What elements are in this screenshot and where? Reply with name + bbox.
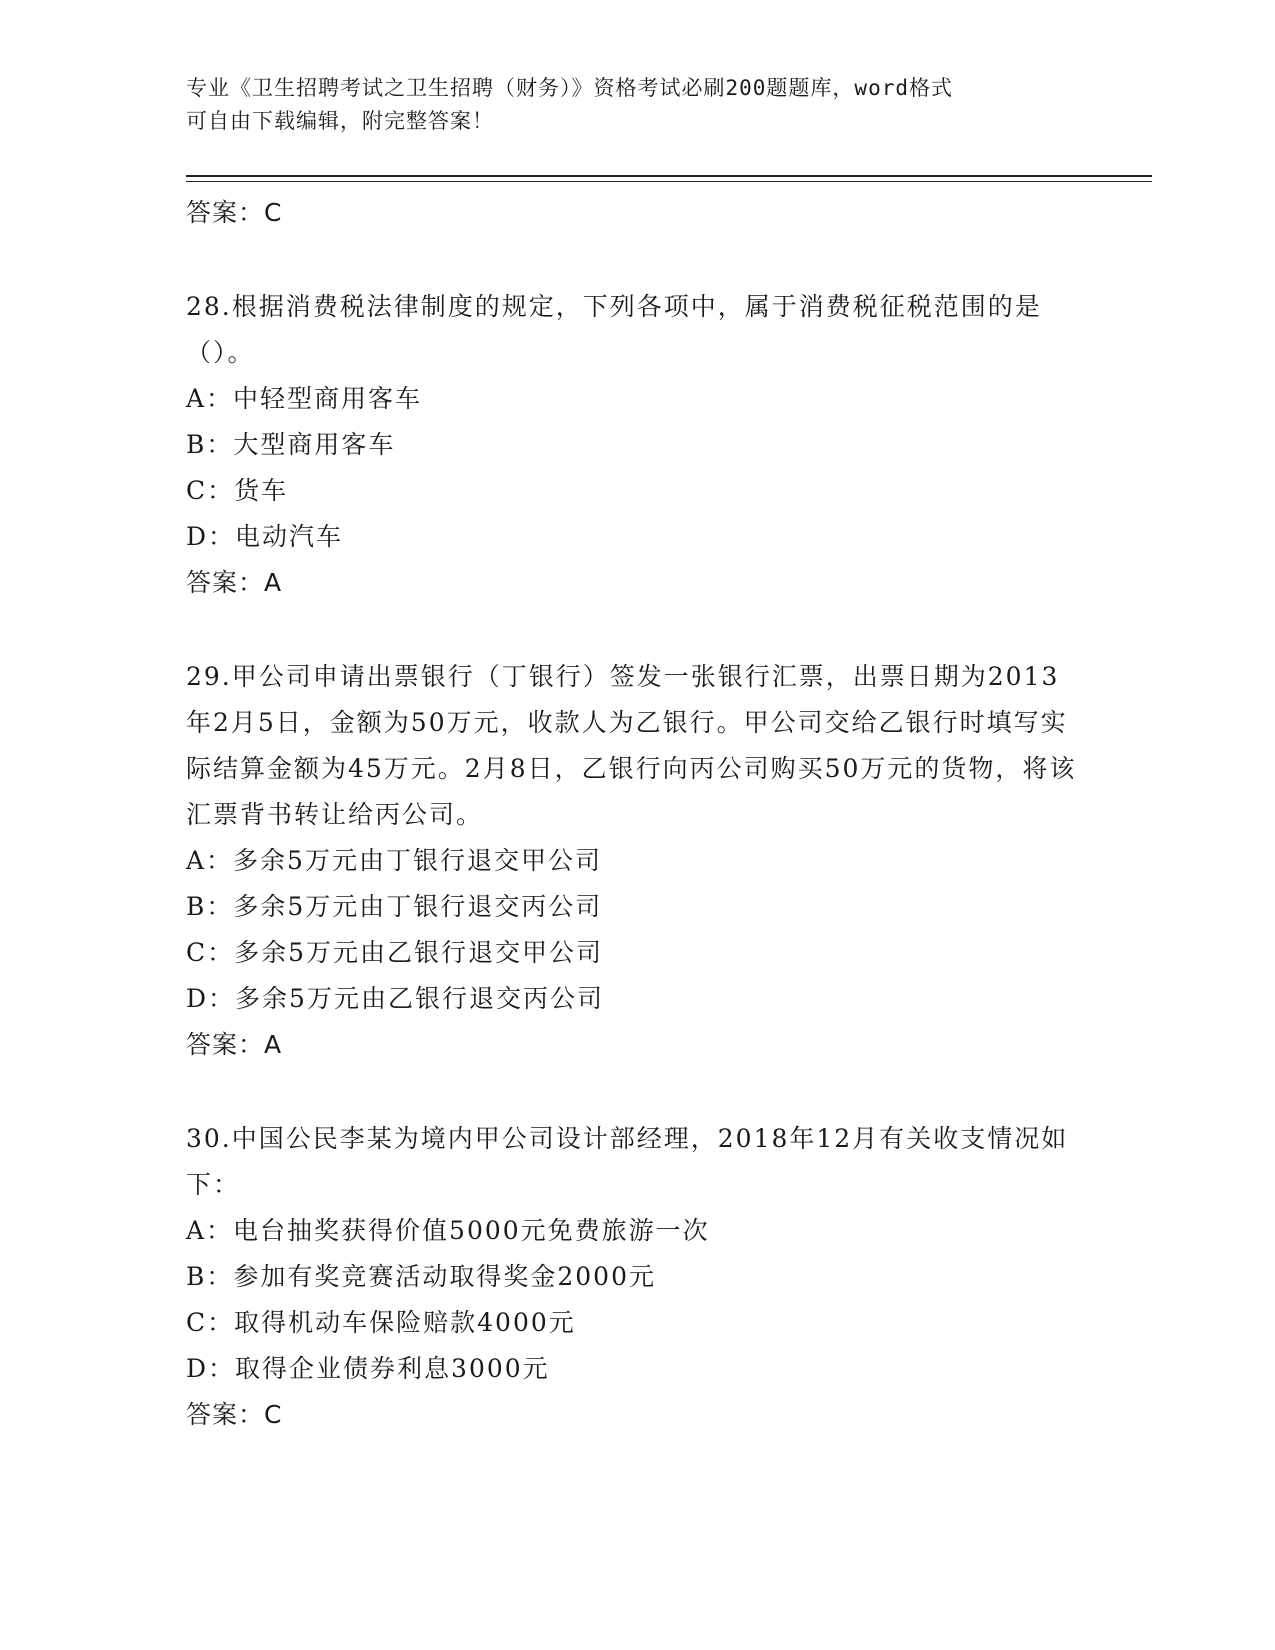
previous-answer: 答案：C	[186, 198, 283, 227]
question-text: 29.甲公司申请出票银行（丁银行）签发一张银行汇票，出票日期为2013年2月5日，金额为50万元，收款人为乙银行。甲公司交给乙银行时填写实际结算金额为45万元。2月8日，乙银行向丙公司购买50万元的货物，将该汇票背书转让给丙公司。	[186, 662, 1077, 829]
option-c: C：取得机动车保险赔款4000元	[186, 1308, 576, 1337]
option-d: D：电动汽车	[186, 522, 344, 551]
answer: 答案：A	[186, 1030, 283, 1059]
header-line-1: 专业《卫生招聘考试之卫生招聘（财务）》资格考试必刷200题题库，word格式	[186, 76, 953, 100]
option-c: C：货车	[186, 476, 289, 505]
question-28	[186, 284, 1086, 606]
option-a: A：中轻型商用客车	[186, 384, 423, 413]
option-a: A：电台抽奖获得价值5000元免费旅游一次	[186, 1216, 710, 1245]
question-text: 28.根据消费税法律制度的规定，下列各项中，属于消费税征税范围的是（）。	[186, 292, 1042, 367]
option-d: D：取得企业债券利息3000元	[186, 1354, 550, 1383]
header-rule-thick	[186, 175, 1152, 177]
question-29	[186, 654, 1086, 1068]
option-a: A：多余5万元由丁银行退交甲公司	[186, 846, 602, 875]
option-b: B：多余5万元由丁银行退交丙公司	[186, 892, 603, 921]
header-rule-thin	[186, 181, 1152, 182]
option-d: D：多余5万元由乙银行退交丙公司	[186, 984, 604, 1013]
question-30	[186, 1116, 1086, 1438]
document-header	[186, 72, 1086, 138]
header-line-2: 可自由下载编辑，附完整答案！	[186, 109, 494, 133]
answer: 答案：A	[186, 568, 283, 597]
question-text: 30.中国公民李某为境内甲公司设计部经理，2018年12月有关收支情况如下：	[186, 1124, 1069, 1199]
option-b: B：参加有奖竞赛活动取得奖金2000元	[186, 1262, 656, 1291]
option-b: B：大型商用客车	[186, 430, 396, 459]
answer: 答案：C	[186, 1400, 283, 1429]
option-c: C：多余5万元由乙银行退交甲公司	[186, 938, 604, 967]
question-list	[186, 190, 1086, 1438]
